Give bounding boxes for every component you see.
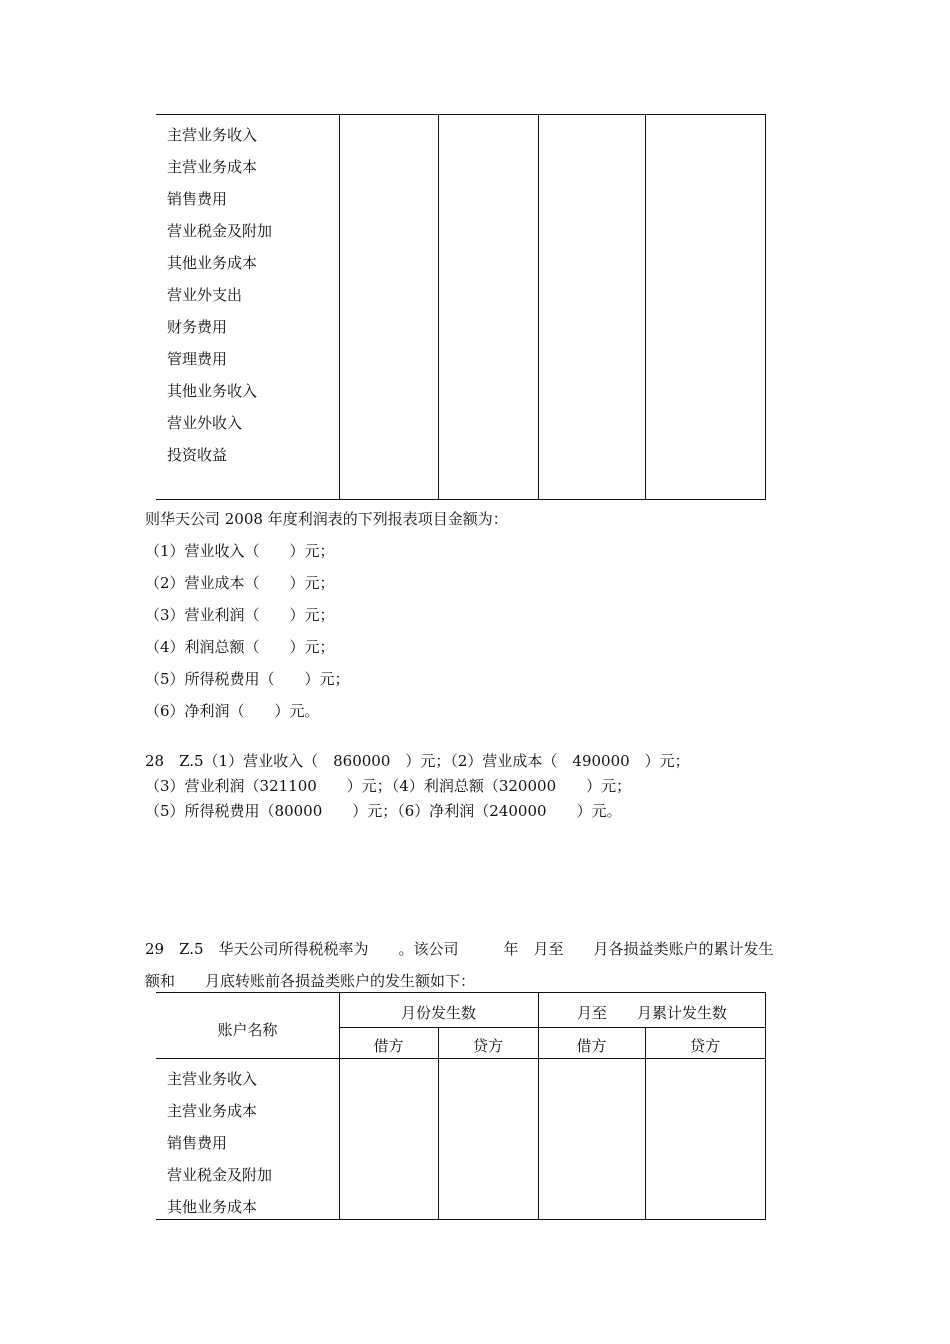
question-item: （4）利润总额（ ）元； xyxy=(145,638,335,656)
table-2-header-credit: 贷方 xyxy=(689,1037,720,1055)
answer-line: 28 Z.5（1）营业收入（ 860000 ）元；（2）营业成本（ 490000 ）元； xyxy=(145,752,690,770)
table-2-header-credit: 贷方 xyxy=(472,1037,503,1055)
answer-line: （3）营业利润（321100 ）元；（4）利润总额（320000 ）元； xyxy=(145,777,632,795)
table-2-account-name: 主营业务成本 xyxy=(167,1102,258,1120)
table-2-header-debit: 借方 xyxy=(576,1037,607,1055)
table-1-right-border xyxy=(765,114,766,500)
table-1-account-name: 营业税金及附加 xyxy=(167,222,273,240)
table-2-header-bottom-border xyxy=(156,1058,766,1059)
table-1-account-name: 投资收益 xyxy=(167,446,228,464)
table-1-account-name: 营业外支出 xyxy=(167,286,243,304)
question-item: （2）营业成本（ ）元； xyxy=(145,574,335,592)
table-1-col-divider xyxy=(645,114,646,500)
question-item: （3）营业利润（ ）元； xyxy=(145,606,335,624)
table-1-account-name: 主营业务收入 xyxy=(167,126,258,144)
question-item: （1）营业收入（ ）元； xyxy=(145,542,335,560)
table-2-subheader-border xyxy=(339,1027,766,1028)
table-1-account-name: 其他业务成本 xyxy=(167,254,258,272)
table-1-bottom-border xyxy=(156,499,766,500)
table-2-account-name: 主营业务收入 xyxy=(167,1070,258,1088)
table-2-col-divider xyxy=(538,992,539,1220)
question-item: （5）所得税费用（ ）元； xyxy=(145,670,350,688)
question-intro: 则华天公司 2008 年度利润表的下列报表项目金额为： xyxy=(145,510,508,528)
answer-line: （5）所得税费用（80000 ）元；（6）净利润（240000 ）元。 xyxy=(145,802,622,820)
table-2-account-name: 销售费用 xyxy=(167,1134,228,1152)
table-2-top-border xyxy=(156,992,766,993)
table-1-col-divider xyxy=(438,114,439,500)
table-2-account-name: 其他业务成本 xyxy=(167,1198,258,1216)
table-2-bottom-border xyxy=(156,1219,766,1220)
table-1-account-name: 财务费用 xyxy=(167,318,228,336)
table-2-header-cumulative: 月至 月累计发生数 xyxy=(576,1004,727,1022)
table-1-account-name: 销售费用 xyxy=(167,190,228,208)
table-2-account-name: 营业税金及附加 xyxy=(167,1166,273,1184)
table-1-account-name: 管理费用 xyxy=(167,350,228,368)
table-1-account-name: 营业外收入 xyxy=(167,414,243,432)
table-1-top-border xyxy=(156,114,766,115)
table-2-col-divider xyxy=(339,992,340,1220)
question-29-line: 29 Z.5 华天公司所得税税率为 。该公司 年 月至 月各损益类账户的累计发生 xyxy=(145,940,774,958)
question-item: （6）净利润（ ）元。 xyxy=(145,702,320,720)
table-2-header-debit: 借方 xyxy=(373,1037,404,1055)
table-1-account-name: 主营业务成本 xyxy=(167,158,258,176)
table-1-col-divider xyxy=(339,114,340,500)
table-1-account-name: 其他业务收入 xyxy=(167,382,258,400)
table-2-header-account-name: 账户名称 xyxy=(217,1021,278,1039)
question-29-line: 额和 月底转账前各损益类账户的发生额如下： xyxy=(145,972,476,990)
table-1-col-divider xyxy=(538,114,539,500)
table-2-right-border xyxy=(765,992,766,1220)
table-2-header-month: 月份发生数 xyxy=(400,1004,476,1022)
